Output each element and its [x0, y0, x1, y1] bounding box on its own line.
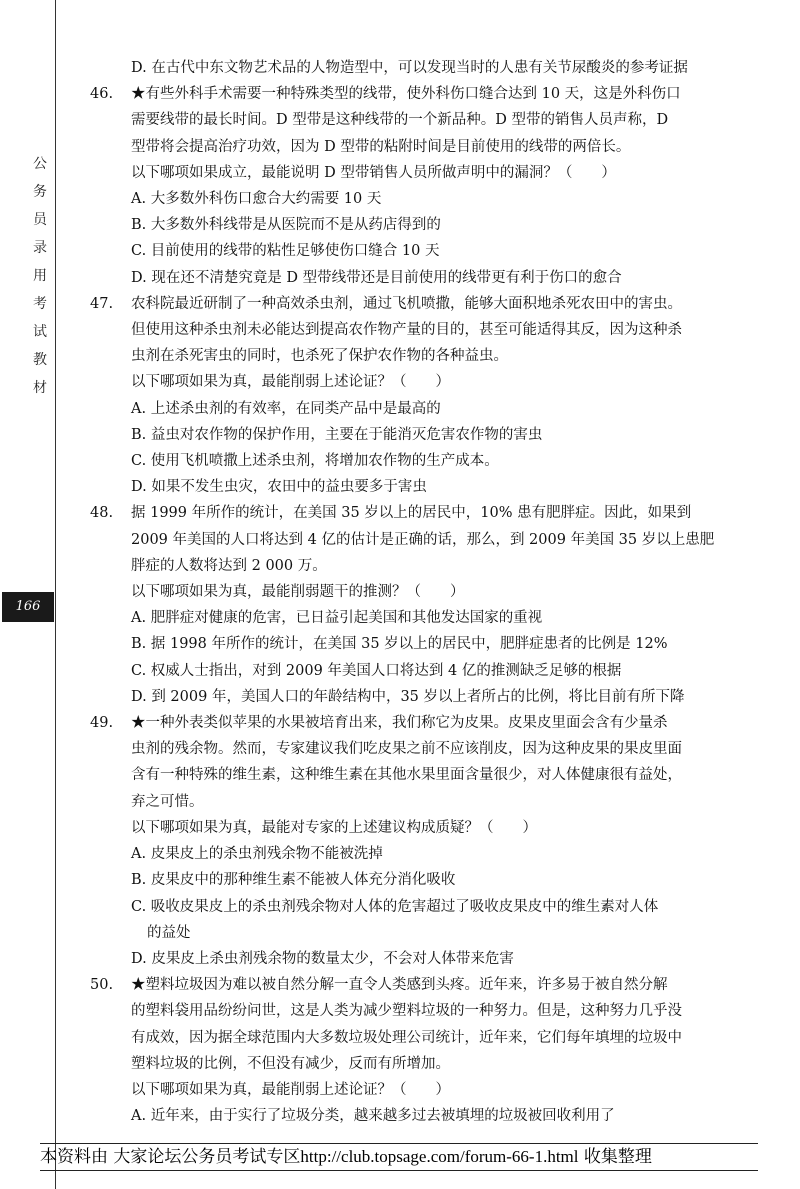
option-line: D. 皮果皮上杀虫剂残余物的数量太少，不会对人体带来危害	[131, 950, 514, 967]
option-line: A. 肥胖症对健康的危害，已日益引起美国和其他发达国家的重视	[131, 610, 543, 627]
question-49-line-2: 虫剂的残余物。然而，专家建议我们吃皮果之前不应该削皮，因为这种皮果的果皮里面	[131, 741, 682, 758]
question-number: 49.	[90, 715, 114, 732]
question-number: 50.	[90, 977, 114, 994]
option-line: B. 据 1998 年所作的统计，在美国 35 岁以上的居民中，肥胖症患者的比例是 12%	[131, 636, 668, 653]
side-char: 考	[33, 296, 47, 312]
option-line: C. 使用飞机喷撒上述杀虫剂，将增加农作物的生产成本。	[131, 453, 499, 470]
side-title	[30, 150, 50, 402]
option-line: B. 皮果皮中的那种维生素不能被人体充分消化吸收	[131, 872, 456, 889]
prompt-line: 以下哪项如果为真，最能对专家的上述建议构成质疑？（ ）	[131, 819, 537, 836]
question-50-line-2: 的塑料袋用品纷纷问世，这是人类为减少塑料垃圾的一种努力。但是，这种努力几乎没	[131, 1003, 682, 1020]
side-char: 公	[33, 156, 47, 172]
question-50-line-4: 塑料垃圾的比例，不但没有减少，反而有所增加。	[131, 1055, 450, 1072]
option-line: C. 权威人士指出，对到 2009 年美国人口将达到 4 亿的推测缺乏足够的根据	[131, 662, 622, 679]
side-char: 试	[33, 324, 47, 340]
question-49-line-4: 弃之可惜。	[131, 793, 204, 810]
question-50-line-3: 有成效，因为据全球范围内大多数垃圾处理公司统计，近年来，它们每年填埋的垃圾中	[131, 1029, 682, 1046]
question-48-line-2: 2009 年美国的人口将达到 4 亿的估计是正确的话，那么，到 2009 年美国 35 岁以上患肥	[131, 531, 715, 548]
question-number: 47.	[90, 295, 114, 312]
side-char: 教	[33, 352, 47, 368]
question-49-line-3: 含有一种特殊的维生素，这种维生素在其他水果里面含量很少，对人体健康很有益处，	[131, 767, 682, 784]
question-47-line-2: 但使用这种杀虫剂未必能达到提高农作物产量的目的，甚至可能适得其反，因为这种杀	[131, 322, 682, 339]
question-content	[90, 55, 770, 1129]
option-line: D. 在古代中东文物艺术品的人物造型中，可以发现当时的人患有关节尿酸炎的参考证据	[131, 60, 688, 76]
question-46-line-1: 46. ★有些外科手术需要一种特殊类型的线带，使外科伤口缝合达到 10 天，这是外科伤口	[90, 81, 770, 107]
question-47-line-1: 47. 农科院最近研制了一种高效杀虫剂，通过飞机喷撒，能够大面积地杀死农田中的害虫。	[90, 291, 770, 317]
footer-banner	[40, 1143, 758, 1171]
option-line: B. 大多数外科线带是从医院而不是从药店得到的	[131, 217, 441, 234]
side-char: 录	[33, 240, 47, 256]
option-continuation: 的益处	[147, 924, 191, 941]
footer-suffix: 收集整理	[578, 1147, 652, 1167]
question-46-line-2: 需要线带的最长时间。D 型带是这种线带的一个新品种。D 型带的销售人员声称，D	[131, 112, 669, 129]
side-char: 务	[33, 184, 47, 200]
question-number: 46.	[90, 86, 114, 103]
question-48-line-1: 48. 据 1999 年所作的统计，在美国 35 岁以上的居民中，10% 患有肥胖症。因此，如果到	[90, 500, 770, 526]
footer-link[interactable]: http://club.topsage.com/forum-66-1.html	[300, 1147, 579, 1166]
prompt-line: 以下哪项如果成立，最能说明 D 型带销售人员所做声明中的漏洞？（ ）	[131, 164, 616, 181]
question-49-line-1: 49. ★一种外表类似苹果的水果被培育出来，我们称它为皮果。皮果皮里面会含有少量杀	[90, 710, 770, 736]
footer-prefix: 本资料由 大家论坛公务员考试专区	[40, 1147, 301, 1167]
prompt-line: 以下哪项如果为真，最能削弱题干的推测？（ ）	[131, 584, 465, 601]
question-number: 48.	[90, 505, 114, 522]
question-47-line-3: 虫剂在杀死害虫的同时，也杀死了保护农作物的各种益虫。	[131, 348, 508, 365]
prompt-line: 以下哪项如果为真，最能削弱上述论证？（ ）	[131, 374, 450, 391]
option-line: B. 益虫对农作物的保护作用，主要在于能消灭危害农作物的害虫	[131, 426, 543, 443]
option-line: D. 如果不发生虫灾，农田中的益虫要多于害虫	[131, 479, 427, 496]
side-char: 用	[33, 268, 47, 284]
option-line: D. 到 2009 年，美国人口的年龄结构中，35 岁以上者所占的比例，将比目前有所下降	[131, 688, 685, 705]
option-line: A. 皮果皮上的杀虫剂残余物不能被洗掉	[131, 846, 383, 863]
option-line: A. 近年来，由于实行了垃圾分类，越来越多过去被填埋的垃圾被回收利用了	[131, 1108, 615, 1125]
prompt-line: 以下哪项如果为真，最能削弱上述论证？（ ）	[131, 1081, 450, 1098]
side-char: 员	[33, 212, 47, 228]
question-48-line-3: 胖症的人数将达到 2 000 万。	[131, 557, 327, 574]
margin-rule	[55, 0, 56, 1189]
option-line: D. 现在还不清楚究竟是 D 型带线带还是目前使用的线带更有利于伤口的愈合	[131, 269, 622, 286]
option-line: C. 吸收皮果皮上的杀虫剂残余物对人体的危害超过了吸收皮果皮中的维生素对人体	[131, 898, 659, 915]
option-line: A. 大多数外科伤口愈合大约需要 10 天	[131, 191, 382, 208]
question-50-line-1: 50. ★塑料垃圾因为难以被自然分解一直令人类感到头疼。近年来，许多易于被自然分解	[90, 972, 770, 998]
side-char: 材	[33, 380, 47, 396]
question-46-line-3: 型带将会提高治疗功效，因为 D 型带的粘附时间是目前使用的线带的两倍长。	[131, 138, 631, 155]
option-line: C. 目前使用的线带的粘性足够使伤口缝合 10 天	[131, 243, 440, 260]
page-number: 166	[2, 592, 54, 622]
option-line: A. 上述杀虫剂的有效率，在同类产品中是最高的	[131, 400, 441, 417]
